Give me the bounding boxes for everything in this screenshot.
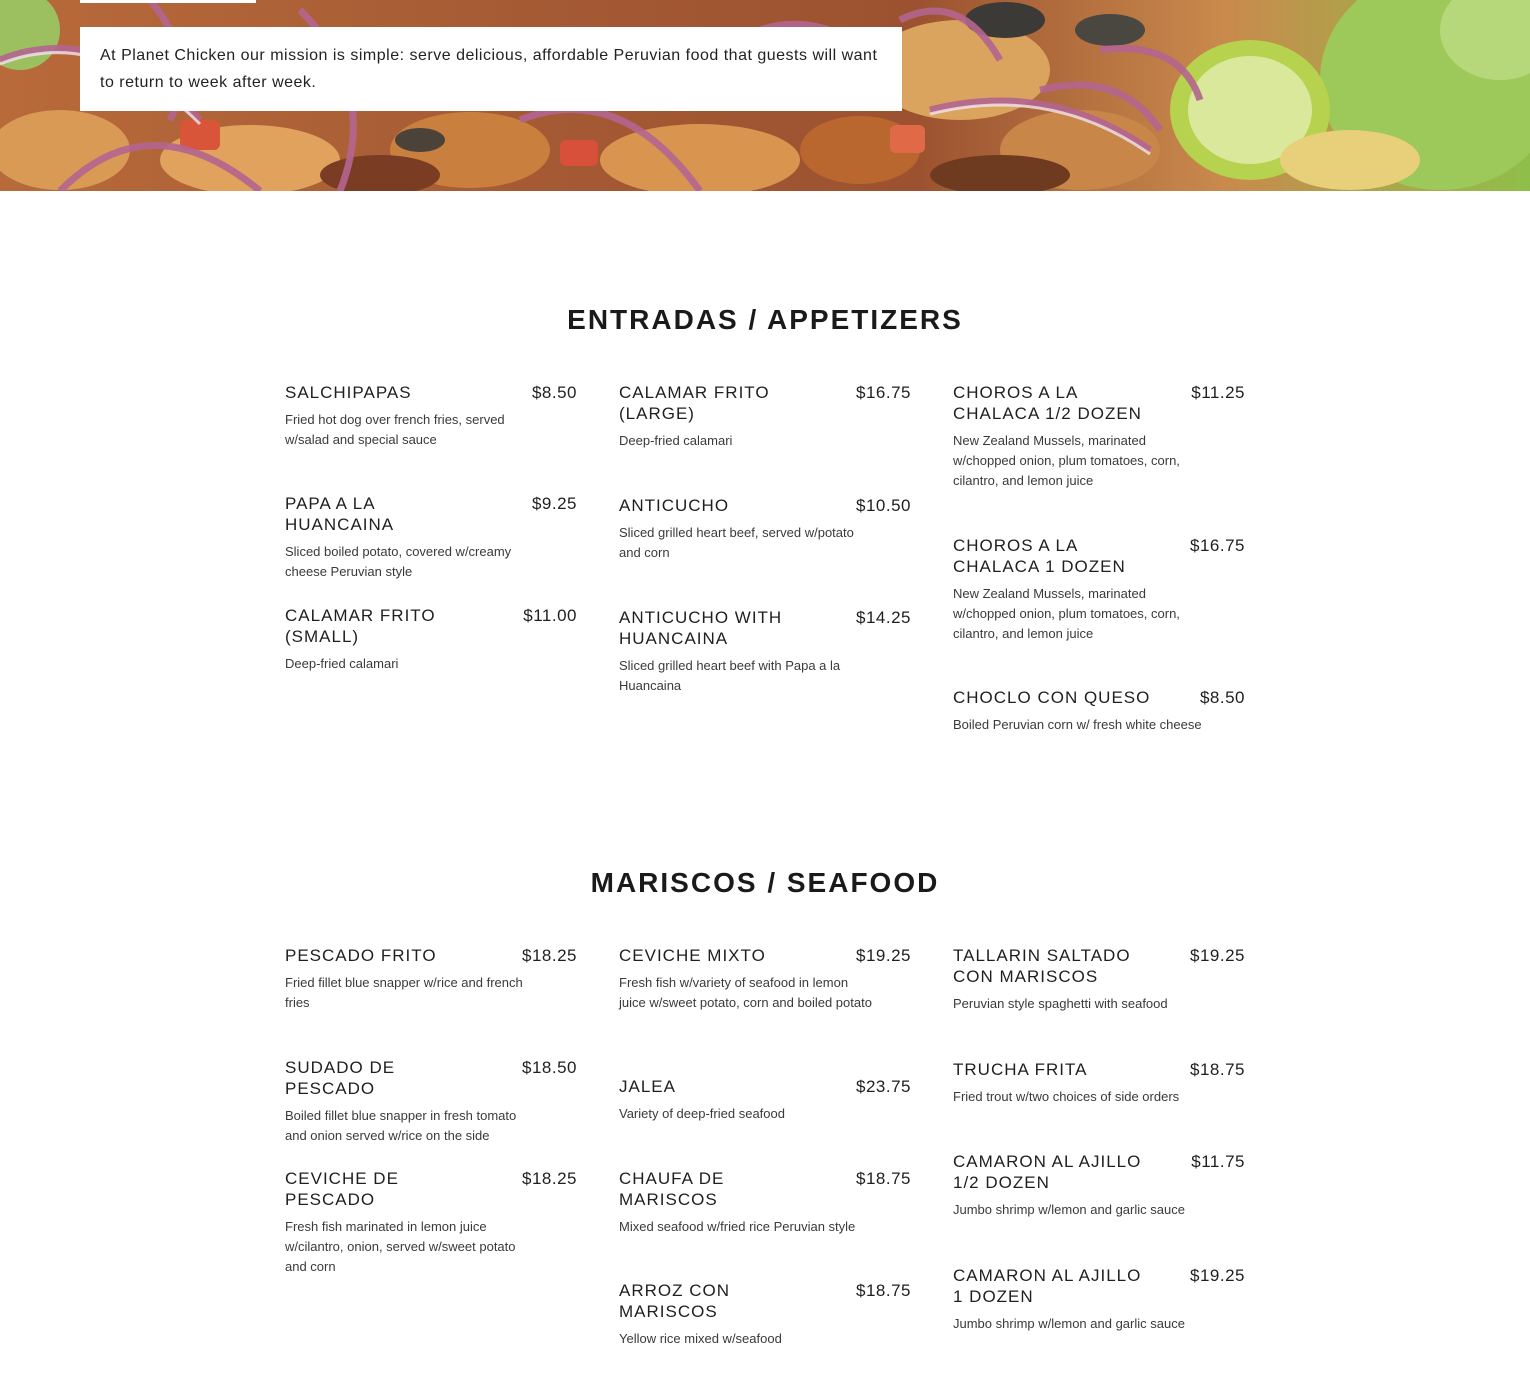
menu-item [953,382,1245,491]
section-title-seafood: MARISCOS / SEAFOOD [590,867,940,898]
item-name: CAMARON AL AJILLO 1 DOZEN [953,1266,1142,1306]
item-price: $8.50 [1199,688,1245,707]
menu-item [285,382,577,450]
item-name: CALAMAR FRITO (LARGE) [619,383,770,423]
item-description: Fried trout w/two choices of side orders [953,1089,1180,1104]
item-name: CALAMAR FRITO (SMALL) [285,606,436,646]
item-price: $11.25 [1191,383,1245,402]
item-price: $19.25 [1190,946,1245,965]
item-description: Deep-fried calamari [619,433,733,448]
item-name: SUDADO DE PESCADO [285,1058,396,1098]
item-description: Fried hot dog over french fries, served w/salad and special sauce [285,412,505,447]
item-price: $23.75 [856,1077,911,1096]
hero-banner [0,0,1530,191]
item-description: Jumbo shrimp w/lemon and garlic sauce [953,1316,1185,1331]
item-name: TALLARIN SALTADO CON MARISCOS [953,946,1131,986]
item-price: $11.00 [523,606,577,625]
menu-item [953,1151,1245,1220]
menu-item [619,382,911,451]
item-name: SALCHIPAPAS [285,383,412,402]
item-description: Fried fillet blue snapper w/rice and french fries [285,975,523,1010]
item-name: CHAUFA DE MARISCOS [619,1169,725,1209]
item-description: Jumbo shrimp w/lemon and garlic sauce [953,1202,1185,1217]
menu-item [619,1076,911,1124]
item-name: ANTICUCHO WITH HUANCAINA [619,608,783,648]
menu-item [285,945,577,1013]
item-price: $11.75 [1191,1152,1245,1171]
item-description: Sliced grilled heart beef with Papa a la Huancaina [619,658,841,693]
hero-tab-edge [80,0,256,3]
item-price: $8.50 [531,383,577,402]
item-price: $16.75 [856,383,911,402]
item-name: TRUCHA FRITA [953,1060,1088,1079]
item-price: $18.75 [856,1281,911,1300]
menu-item [285,493,577,582]
item-price: $14.25 [856,608,911,627]
menu-item [619,1168,911,1237]
menu-item [619,1280,911,1349]
item-description: Boiled fillet blue snapper in fresh tomato and onion served w/rice on the side [285,1108,517,1143]
item-price: $19.25 [856,946,911,965]
menu-item [953,945,1245,1014]
item-name: JALEA [619,1077,676,1096]
menu-item [619,495,911,563]
item-description: Fresh fish marinated in lemon juice w/cilantro, onion, served w/sweet potato and corn [285,1219,516,1274]
item-price: $18.25 [522,1169,577,1188]
menu-item [619,945,911,1013]
item-description: Boiled Peruvian corn w/ fresh white cheese [953,717,1202,732]
menu-item [285,1057,577,1146]
menu-item [285,1168,577,1277]
item-description: Yellow rice mixed w/seafood [619,1331,782,1346]
menu-item [953,1059,1245,1107]
item-name: PESCADO FRITO [285,946,437,965]
item-description: Peruvian style spaghetti with seafood [953,996,1168,1011]
item-description: Sliced grilled heart beef, served w/potato and corn [619,525,854,560]
item-name: CHOROS A LA CHALACA 1/2 DOZEN [953,383,1142,423]
item-name: PAPA A LA HUANCAINA [285,494,395,534]
menu-item [619,607,911,696]
item-price: $9.25 [531,494,577,513]
item-price: $19.25 [1190,1266,1245,1285]
item-description: Sliced boiled potato, covered w/creamy cheese Peruvian style [285,544,512,579]
item-price: $16.75 [1190,536,1245,555]
item-name: CAMARON AL AJILLO 1/2 DOZEN [953,1152,1142,1192]
item-name: ANTICUCHO [619,496,730,515]
item-name: CHOCLO CON QUESO [953,688,1151,707]
item-name: ARROZ CON MARISCOS [619,1281,730,1321]
item-description: Fresh fish w/variety of seafood in lemon juice w/sweet potato, corn and boiled potato [619,975,872,1010]
item-price: $18.75 [1190,1060,1245,1079]
menu-item [285,605,577,674]
item-description: Mixed seafood w/fried rice Peruvian style [619,1219,856,1234]
menu-item [953,535,1245,644]
item-price: $18.25 [522,946,577,965]
item-price: $10.50 [856,496,911,515]
item-name: CHOROS A LA CHALACA 1 DOZEN [953,536,1126,576]
item-description: New Zealand Mussels, marinated w/chopped onion, plum tomatoes, corn, cilantro, and lemon juice [953,586,1180,641]
item-price: $18.75 [856,1169,911,1188]
item-name: CEVICHE DE PESCADO [285,1169,399,1209]
menu-item [953,687,1245,735]
mission-statement: At Planet Chicken our mission is simple: serve delicious, affordable Peruvian food that guests will want to return to week after week. [100,47,878,91]
section-title-appetizers: ENTRADAS / APPETIZERS [567,304,963,335]
item-description: Deep-fried calamari [285,656,399,671]
item-name: CEVICHE MIXTO [619,946,766,965]
menu-item [953,1265,1245,1334]
item-description: New Zealand Mussels, marinated w/chopped onion, plum tomatoes, corn, cilantro, and lemon juice [953,433,1180,488]
item-price: $18.50 [522,1058,577,1077]
mission-statement-box [80,27,902,111]
item-description: Variety of deep-fried seafood [619,1106,785,1121]
